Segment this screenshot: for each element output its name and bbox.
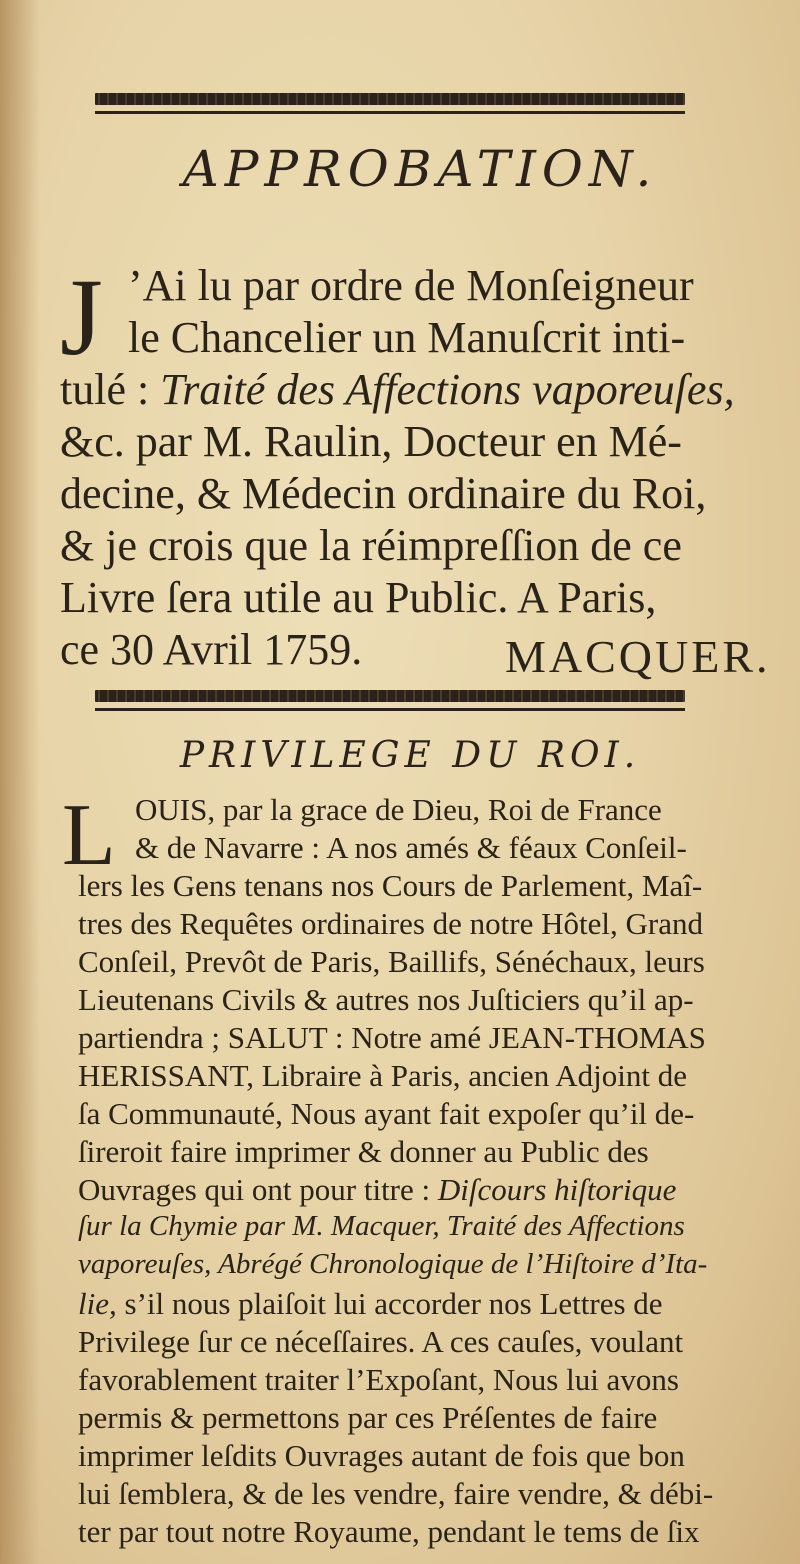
privilege-line: favorablement traiter l’Expoſant, Nous lui avons	[78, 1362, 679, 1397]
top-ornamental-rule	[95, 93, 685, 114]
approbation-book-title: Traité des Affections vaporeuſes,	[160, 365, 735, 414]
approbation-line: Livre ſera utile au Public. A Paris,	[60, 573, 657, 622]
privilege-line: Conſeil, Prevôt de Paris, Baillifs, Sénéchaux, leurs	[78, 944, 705, 979]
approbation-line: ce 30 Avril 1759.	[60, 625, 363, 674]
privilege-line: permis & permettons par ces Préſentes de faire	[78, 1400, 658, 1435]
approbation-dropcap: J	[60, 256, 103, 378]
privilege-line: tres des Requêtes ordinaires de notre Hôtel, Grand	[78, 906, 703, 941]
privilege-line: ſa Communauté, Nous ayant fait expoſer qu’il de-	[78, 1096, 695, 1131]
approbation-line: & je crois que la réimpreſſion de ce	[60, 521, 682, 570]
privilege-line: Privilege ſur ce néceſſaires. A ces cauſes, voulant	[78, 1324, 684, 1359]
privilege-line: partiendra ; SALUT : Notre amé JEAN-THOMAS	[78, 1020, 706, 1055]
rule-thin	[95, 708, 685, 711]
privilege-line: ſireroit faire imprimer & donner au Public des	[78, 1134, 649, 1169]
privilege-line: OUIS, par la grace de Dieu, Roi de France	[135, 792, 662, 827]
approbation-line: &c. par M. Raulin, Docteur en Mé-	[60, 417, 682, 466]
approbation-text: tulé :	[60, 365, 150, 414]
privilege-dropcap: L	[62, 787, 116, 884]
privilege-line	[78, 1172, 676, 1208]
middle-ornamental-rule	[95, 690, 685, 711]
approbation-line	[60, 364, 735, 415]
privilege-line: Lieutenans Civils & autres nos Juſticiers qu’il ap-	[78, 982, 694, 1017]
rule-thin	[95, 111, 685, 114]
privilege-work-title: lie,	[78, 1286, 117, 1321]
privilege-heading: PRIVILEGE DU ROI.	[179, 735, 641, 776]
privilege-text: Ouvrages qui ont pour titre :	[78, 1172, 431, 1207]
page-edge-shadow	[0, 0, 40, 1564]
privilege-work-title: vaporeuſes, Abrégé Chronologique de l’Hiſtoire d’Ita-	[78, 1248, 708, 1280]
privilege-work-title: ſur la Chymie par M. Macquer, Traité des Affections	[78, 1210, 685, 1242]
rule-thick	[95, 690, 685, 702]
rule-thick	[95, 93, 685, 105]
privilege-text: s’il nous plaiſoit lui accorder nos Lettres de	[124, 1286, 663, 1321]
approbation-line: ’Ai lu par ordre de Monſeigneur	[128, 261, 694, 310]
approbation-heading: APPROBATION.	[182, 140, 658, 198]
privilege-line: lers les Gens tenans nos Cours de Parlement, Maî-	[78, 868, 703, 903]
approbation-line: decine, & Médecin ordinaire du Roi,	[60, 469, 707, 518]
privilege-line: imprimer leſdits Ouvrages autant de fois que bon	[78, 1438, 685, 1473]
privilege-line: lui ſemblera, & de les vendre, faire vendre, & débi-	[78, 1476, 714, 1511]
privilege-line: & de Navarre : A nos amés & féaux Conſeil-	[135, 830, 687, 865]
privilege-line: HERISSANT, Libraire à Paris, ancien Adjoint de	[78, 1058, 687, 1093]
approbation-signature: MACQUER.	[505, 631, 771, 682]
approbation-line: le Chancelier un Manuſcrit inti-	[128, 313, 686, 362]
privilege-work-title: Diſcours hiſtorique	[437, 1172, 677, 1207]
privilege-line	[78, 1286, 663, 1322]
privilege-line: ter par tout notre Royaume, pendant le tems de ſix	[78, 1514, 700, 1549]
